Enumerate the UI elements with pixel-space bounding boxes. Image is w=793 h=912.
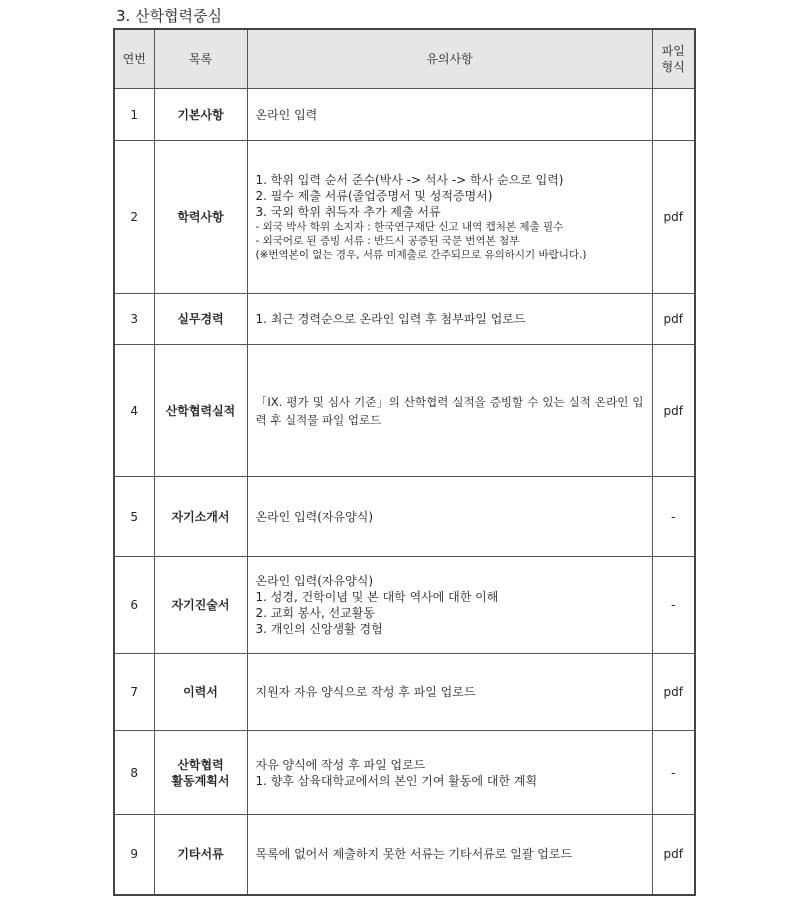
row-item [154,89,247,141]
table-row [114,731,695,815]
row-number: 7 [114,654,154,731]
row-item-label: 학력사항 [177,210,224,224]
header-file-format [652,29,695,89]
note-line: 1. 향후 삼육대학교에서의 본인 기여 활동에 대한 계획 [255,773,538,788]
table-row [114,141,695,294]
row-number: 2 [114,141,154,294]
row-item [154,731,247,815]
row-item-label: 이력서 [183,685,218,699]
row-file-format: pdf [652,815,695,895]
row-item [154,141,247,294]
row-file-format: pdf [652,141,695,294]
header-row [114,29,695,89]
row-file-format: pdf [652,654,695,731]
note-subline: - 외국어로 된 증빙 서류 : 반드시 공증된 국문 번역본 첨부 [255,235,520,247]
row-note [247,141,652,294]
row-file-format: pdf [652,345,695,477]
row-number: 6 [114,557,154,654]
row-item [154,654,247,731]
table-row [114,345,695,477]
row-file-format: - [652,477,695,557]
row-number: 8 [114,731,154,815]
row-number: 4 [114,345,154,477]
header-file-line2: 형식 [661,60,685,74]
row-file-format [652,89,695,141]
row-item-label: 기본사항 [177,107,224,122]
note-line: 3. 국외 학위 취득자 추가 제출 서류 [255,205,441,219]
header-no: 연번 [114,29,154,89]
row-note [247,294,652,345]
note-line: 2. 필수 제출 서류(졸업증명서 및 성적증명서) [255,189,493,203]
note-subline: (※번역본이 없는 경우, 서류 미제출로 간주되므로 유의하시기 바랍니다.) [255,249,587,261]
table-row [114,815,695,895]
row-item-label: 기타서류 [177,847,224,862]
header-item: 목록 [154,29,247,89]
note-line: 2. 교회 봉사, 선교활동 [255,606,375,620]
note-line: 목록에 없어서 제출하지 못한 서류는 기타서류로 일괄 업로드 [255,847,573,862]
note-subline: - 외국 박사 학위 소지자 : 한국연구재단 신고 내역 캡처본 제출 필수 [255,221,564,233]
table-row [114,557,695,654]
header-note: 유의사항 [247,29,652,89]
note-line: 3. 개인의 신앙생활 경험 [255,622,383,636]
submission-requirements-table [113,28,696,896]
row-item-label: 활동계획서 [171,773,230,788]
note-line: 온라인 입력(자유양식) [255,509,374,524]
section-title: 3. 산학협력중심 [116,7,223,25]
row-item-label: 산학협력 [177,757,224,772]
row-item [154,815,247,895]
note-line: 지원자 자유 양식으로 작성 후 파일 업로드 [255,685,476,699]
table-row [114,477,695,557]
row-note [247,654,652,731]
table-row [114,294,695,345]
row-number: 9 [114,815,154,895]
row-number: 5 [114,477,154,557]
note-line: 온라인 입력(자유양식) [255,574,374,588]
row-note [247,731,652,815]
note-line: 자유 양식에 작성 후 파일 업로드 [255,757,426,772]
row-item-label: 실무경력 [177,312,224,326]
row-note [247,477,652,557]
row-note [247,345,652,477]
table-row [114,654,695,731]
table-row [114,89,695,141]
row-number: 1 [114,89,154,141]
note-line: 1. 성경, 건학이념 및 본 대학 역사에 대한 이해 [255,590,499,604]
row-item-label: 산학협력실적 [165,403,236,418]
row-item-label: 자기진술서 [171,598,230,612]
row-file-format: - [652,731,695,815]
row-item [154,557,247,654]
row-file-format: - [652,557,695,654]
note-line: 1. 최근 경력순으로 온라인 입력 후 첨부파일 업로드 [255,312,526,326]
note-paragraph: 「IX. 평가 및 심사 기준」의 산학협력 실적을 증빙할 수 있는 실적 온라인 입력 후 실적물 파일 업로드 [255,394,644,427]
header-file-line1: 파일 [661,44,685,58]
row-file-format: pdf [652,294,695,345]
row-number: 3 [114,294,154,345]
row-note [247,89,652,141]
row-item-label: 자기소개서 [171,509,230,524]
row-note [247,815,652,895]
row-item [154,294,247,345]
note-line: 온라인 입력 [255,107,318,122]
row-item [154,477,247,557]
row-note [247,557,652,654]
note-line: 1. 학위 입력 순서 준수(박사 -> 석사 -> 학사 순으로 입력) [255,173,564,187]
row-item [154,345,247,477]
